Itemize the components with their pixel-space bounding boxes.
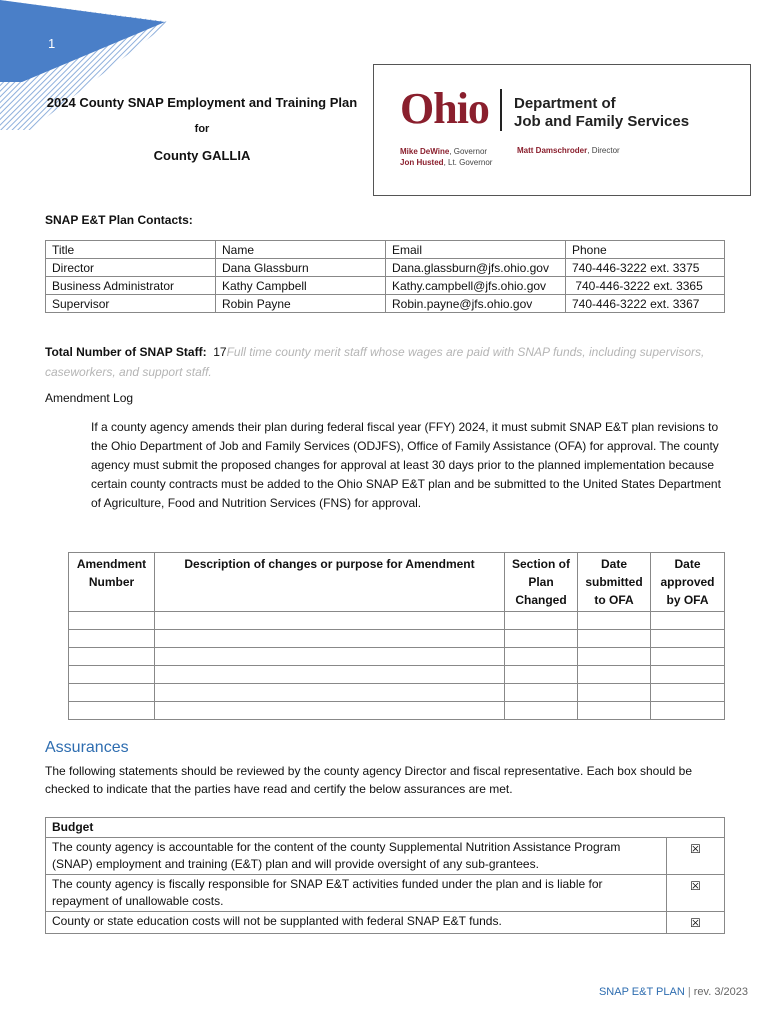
- director-title: , Director: [587, 146, 620, 155]
- table-cell: Director: [46, 259, 216, 277]
- governor-credits: [400, 146, 492, 168]
- table-cell[interactable]: [651, 648, 725, 666]
- table-cell[interactable]: [578, 630, 651, 648]
- table-header-row: [46, 241, 725, 259]
- governor-title: , Governor: [449, 147, 488, 156]
- table-row[interactable]: [69, 630, 725, 648]
- amendment-table: [68, 552, 725, 720]
- table-row[interactable]: [69, 702, 725, 720]
- table-cell: Kathy Campbell: [216, 277, 386, 295]
- table-cell: Robin.payne@jfs.ohio.gov: [386, 295, 566, 313]
- table-cell[interactable]: [155, 612, 505, 630]
- table-cell: 740-446-3222 ext. 3365: [566, 277, 725, 295]
- plan-header: [44, 95, 360, 163]
- table-row[interactable]: [69, 612, 725, 630]
- table-cell[interactable]: [155, 648, 505, 666]
- table-cell[interactable]: [578, 702, 651, 720]
- amendment-instructions: If a county agency amends their plan during federal fiscal year (FFY) 2024, it must submit SNAP E&T plan revisions to the Ohio Department of Job and Family Services (ODJFS), Office of Family Assistance (OFA) for approval. The county agency must submit the proposed changes for approval at least 30 days prior to the planned implementation because certain county contracts must be added to the Ohio SNAP E&T plan and be submitted to the United States Department of Agriculture, Food and Nutrition Services (FNS) for approval.: [91, 420, 721, 510]
- table-cell: Business Administrator: [46, 277, 216, 295]
- staff-description: Full time county merit staff whose wages are paid with SNAP funds, including supervisors, caseworkers, and support staff.: [45, 345, 705, 379]
- table-cell[interactable]: [651, 630, 725, 648]
- table-cell: Kathy.campbell@jfs.ohio.gov: [386, 277, 566, 295]
- department-line-2: Job and Family Services: [514, 113, 690, 130]
- contacts-table: [45, 240, 725, 313]
- table-cell[interactable]: [505, 630, 578, 648]
- table-cell: Dana Glassburn: [216, 259, 386, 277]
- table-cell: 740-446-3222 ext. 3375: [566, 259, 725, 277]
- table-cell[interactable]: [69, 684, 155, 702]
- table-header-cell: Email: [386, 241, 566, 259]
- page-footer: [599, 986, 748, 998]
- snap-staff-count: [45, 342, 725, 382]
- table-cell[interactable]: [155, 630, 505, 648]
- table-header-cell: Name: [216, 241, 386, 259]
- table-row: [46, 277, 725, 295]
- director-credit: [517, 146, 620, 155]
- footer-revision: rev. 3/2023: [693, 986, 748, 998]
- table-cell[interactable]: [69, 612, 155, 630]
- table-cell[interactable]: [155, 666, 505, 684]
- plan-title: 2024 County SNAP Employment and Training Plan: [46, 95, 358, 110]
- budget-header: Budget: [46, 818, 725, 838]
- table-cell[interactable]: [578, 684, 651, 702]
- table-cell[interactable]: [578, 612, 651, 630]
- table-header-cell: Date submitted to OFA: [578, 553, 651, 612]
- table-cell[interactable]: [578, 648, 651, 666]
- table-cell[interactable]: [69, 666, 155, 684]
- table-cell[interactable]: [505, 666, 578, 684]
- table-row: [46, 259, 725, 277]
- table-cell: Supervisor: [46, 295, 216, 313]
- department-line-1: Department of: [514, 95, 616, 112]
- table-cell[interactable]: [505, 612, 578, 630]
- plan-for: for: [194, 123, 210, 135]
- table-cell: Robin Payne: [216, 295, 386, 313]
- director-name: Matt Damschroder: [517, 146, 588, 155]
- table-header-row: [46, 818, 725, 838]
- table-row: [46, 295, 725, 313]
- table-cell[interactable]: [69, 648, 155, 666]
- table-header-cell: Date approved by OFA: [651, 553, 725, 612]
- amendment-log-label: Amendment Log: [45, 391, 134, 405]
- staff-label: Total Number of SNAP Staff:: [45, 345, 207, 359]
- assurance-checkbox[interactable]: ☒: [667, 838, 725, 875]
- assurance-checkbox[interactable]: ☒: [667, 875, 725, 912]
- footer-separator: |: [687, 986, 691, 998]
- table-header-cell: Phone: [566, 241, 725, 259]
- governor-name: Mike DeWine: [400, 147, 450, 156]
- table-row: [46, 875, 725, 912]
- lt-governor-name: Jon Husted: [400, 158, 444, 167]
- table-cell[interactable]: [505, 684, 578, 702]
- footer-label: SNAP E&T PLAN: [598, 986, 685, 998]
- county-name: County GALLIA: [153, 148, 251, 163]
- table-row[interactable]: [69, 684, 725, 702]
- table-cell[interactable]: [69, 702, 155, 720]
- logo-divider: [500, 89, 502, 131]
- lt-governor-title: , Lt. Governor: [443, 158, 493, 167]
- assurance-text: The county agency is fiscally responsible for SNAP E&T activities funded under the plan and is liable for repayment of unallowable costs.: [46, 875, 667, 912]
- table-row: [46, 838, 725, 875]
- page-number: 1: [48, 36, 56, 51]
- table-row[interactable]: [69, 648, 725, 666]
- table-cell[interactable]: [651, 684, 725, 702]
- table-cell[interactable]: [505, 648, 578, 666]
- table-cell[interactable]: [651, 612, 725, 630]
- ohio-jfs-logo: [373, 64, 751, 196]
- table-header-cell: Description of changes or purpose for Amendment: [155, 553, 505, 612]
- budget-assurances-table: [45, 817, 725, 934]
- table-cell[interactable]: [651, 702, 725, 720]
- assurance-checkbox[interactable]: ☒: [667, 912, 725, 934]
- table-header-row: [69, 553, 725, 612]
- assurance-text: The county agency is accountable for the content of the county Supplemental Nutrition Assistance Program (SNAP) employment and training (E&T) plan and will provide oversight of any sub-grantees.: [46, 838, 667, 875]
- table-cell[interactable]: [155, 684, 505, 702]
- table-cell[interactable]: [651, 666, 725, 684]
- table-cell: 740-446-3222 ext. 3367: [566, 295, 725, 313]
- table-header-cell: Title: [46, 241, 216, 259]
- contacts-label: SNAP E&T Plan Contacts:: [45, 213, 193, 227]
- table-cell[interactable]: [505, 702, 578, 720]
- table-cell[interactable]: [69, 630, 155, 648]
- table-row[interactable]: [69, 666, 725, 684]
- ohio-logo-text: Ohio: [400, 84, 489, 133]
- table-row: [46, 912, 725, 934]
- table-header-cell: Amendment Number: [69, 553, 155, 612]
- staff-value[interactable]: 17: [213, 345, 227, 359]
- assurances-heading: Assurances: [45, 739, 129, 756]
- table-cell[interactable]: [155, 702, 505, 720]
- department-name: [514, 95, 689, 131]
- table-cell: Dana.glassburn@jfs.ohio.gov: [386, 259, 566, 277]
- table-header-cell: Section of Plan Changed: [505, 553, 578, 612]
- assurance-text: County or state education costs will not be supplanted with federal SNAP E&T funds.: [46, 912, 667, 934]
- table-cell[interactable]: [578, 666, 651, 684]
- assurances-intro: The following statements should be reviewed by the county agency Director and fiscal representative. Each box should be checked to indicate that the parties have read and certify the below assurances are met.: [45, 764, 693, 796]
